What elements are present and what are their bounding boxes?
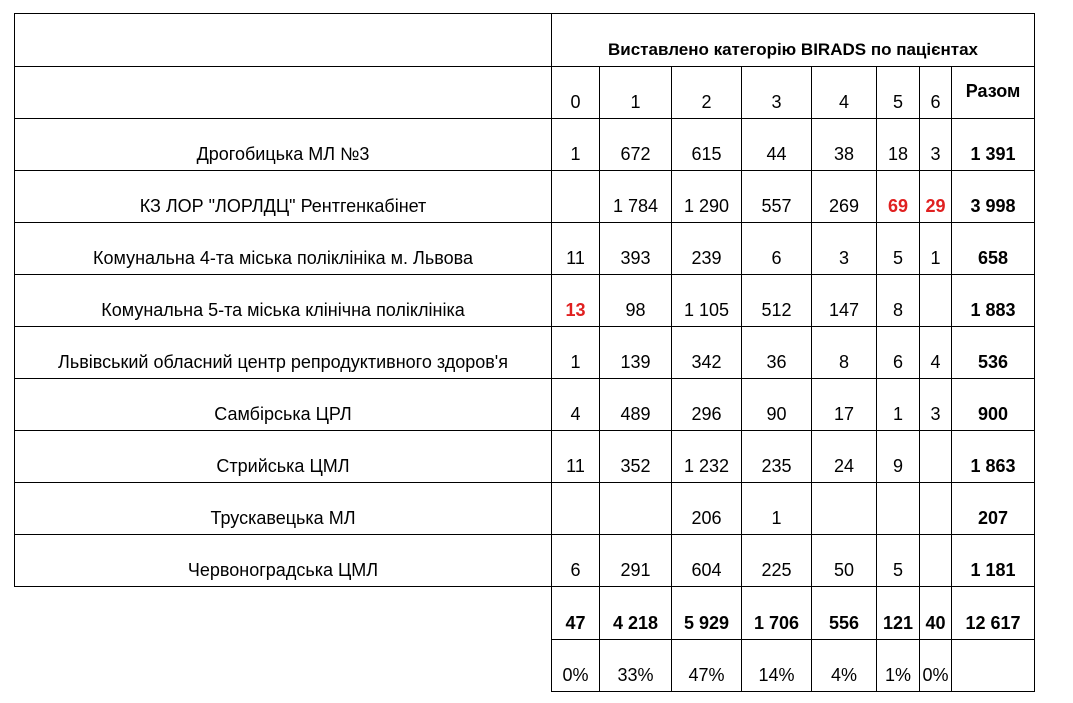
row-name: Самбірська ЦРЛ [15,379,552,431]
table-row [15,171,1035,223]
table-row [15,119,1035,171]
cell [920,275,952,327]
row-total: 900 [952,379,1035,431]
cell: 90 [742,379,812,431]
cell: 5 [877,535,920,587]
header-columns-row [15,67,1035,119]
row-total: 1 863 [952,431,1035,483]
header-title: Виставлено категорію BIRADS по пацієнтах [552,14,1035,67]
totals-spacer [15,587,552,640]
highlighted-cell: 69 [877,171,920,223]
percent-cell: 4% [812,640,877,692]
cell: 557 [742,171,812,223]
cell: 98 [600,275,672,327]
percent-cell: 0% [552,640,600,692]
cell: 352 [600,431,672,483]
cell: 393 [600,223,672,275]
cell [600,483,672,535]
total-cell: 4 218 [600,587,672,640]
col-header-1: 1 [600,67,672,119]
cell [552,171,600,223]
table-row [15,535,1035,587]
cell: 1 784 [600,171,672,223]
cell: 38 [812,119,877,171]
table-row [15,483,1035,535]
row-name: Комунальна 5-та міська клінічна поліклініка [15,275,552,327]
header-corner [15,14,552,67]
cell: 6 [742,223,812,275]
row-name: Комунальна 4-та міська поліклініка м. Львова [15,223,552,275]
row-name: Львівський обласний центр репродуктивного здоров'я [15,327,552,379]
cell: 6 [877,327,920,379]
header-corner-2 [15,67,552,119]
row-total: 1 883 [952,275,1035,327]
cell: 672 [600,119,672,171]
col-header-3: 3 [742,67,812,119]
cell: 36 [742,327,812,379]
cell: 1 [552,119,600,171]
row-total: 3 998 [952,171,1035,223]
cell [877,483,920,535]
cell: 1 [552,327,600,379]
col-header-total: Разом [952,67,1035,119]
totals-row [15,587,1035,640]
total-cell: 5 929 [672,587,742,640]
cell: 4 [552,379,600,431]
cell: 11 [552,431,600,483]
col-header-6: 6 [920,67,952,119]
cell: 24 [812,431,877,483]
cell: 50 [812,535,877,587]
row-name: Стрийська ЦМЛ [15,431,552,483]
cell: 615 [672,119,742,171]
cell [552,483,600,535]
cell: 1 232 [672,431,742,483]
cell: 8 [812,327,877,379]
cell [920,535,952,587]
cell: 9 [877,431,920,483]
row-total: 658 [952,223,1035,275]
cell: 6 [552,535,600,587]
cell: 1 105 [672,275,742,327]
cell: 512 [742,275,812,327]
cell: 296 [672,379,742,431]
percent-cell: 1% [877,640,920,692]
percent-cell: 0% [920,640,952,692]
cell: 3 [920,379,952,431]
cell: 147 [812,275,877,327]
cell: 291 [600,535,672,587]
highlighted-cell: 29 [920,171,952,223]
total-cell: 556 [812,587,877,640]
cell: 1 [742,483,812,535]
cell: 239 [672,223,742,275]
table-row [15,379,1035,431]
table-row [15,431,1035,483]
cell: 235 [742,431,812,483]
col-header-4: 4 [812,67,877,119]
cell: 1 290 [672,171,742,223]
row-name: КЗ ЛОР "ЛОРЛДЦ" Рентгенкабінет [15,171,552,223]
cell: 1 [877,379,920,431]
highlighted-cell: 13 [552,275,600,327]
cell: 206 [672,483,742,535]
total-cell: 47 [552,587,600,640]
table-row [15,275,1035,327]
col-header-2: 2 [672,67,742,119]
cell [920,483,952,535]
percent-cell: 14% [742,640,812,692]
cell: 139 [600,327,672,379]
col-header-5: 5 [877,67,920,119]
total-cell: 1 706 [742,587,812,640]
cell: 11 [552,223,600,275]
row-name: Трускавецька МЛ [15,483,552,535]
cell: 604 [672,535,742,587]
cell: 1 [920,223,952,275]
cell: 5 [877,223,920,275]
cell: 269 [812,171,877,223]
cell: 44 [742,119,812,171]
row-name: Червоноградська ЦМЛ [15,535,552,587]
cell: 8 [877,275,920,327]
row-total: 536 [952,327,1035,379]
table-row [15,223,1035,275]
cell: 18 [877,119,920,171]
cell: 489 [600,379,672,431]
cell: 17 [812,379,877,431]
cell [920,431,952,483]
table-row [15,327,1035,379]
percent-spacer [15,640,552,692]
row-total: 1 391 [952,119,1035,171]
row-total: 1 181 [952,535,1035,587]
percent-total [952,640,1035,692]
cell: 342 [672,327,742,379]
cell: 3 [920,119,952,171]
header-title-row [15,14,1035,67]
total-cell: 121 [877,587,920,640]
col-header-0: 0 [552,67,600,119]
total-cell: 40 [920,587,952,640]
percent-cell: 47% [672,640,742,692]
percent-cell: 33% [600,640,672,692]
cell: 3 [812,223,877,275]
cell: 225 [742,535,812,587]
row-name: Дрогобицька МЛ №3 [15,119,552,171]
cell [812,483,877,535]
percent-row [15,640,1035,692]
grand-total: 12 617 [952,587,1035,640]
birads-table [14,13,1035,692]
row-total: 207 [952,483,1035,535]
cell: 4 [920,327,952,379]
